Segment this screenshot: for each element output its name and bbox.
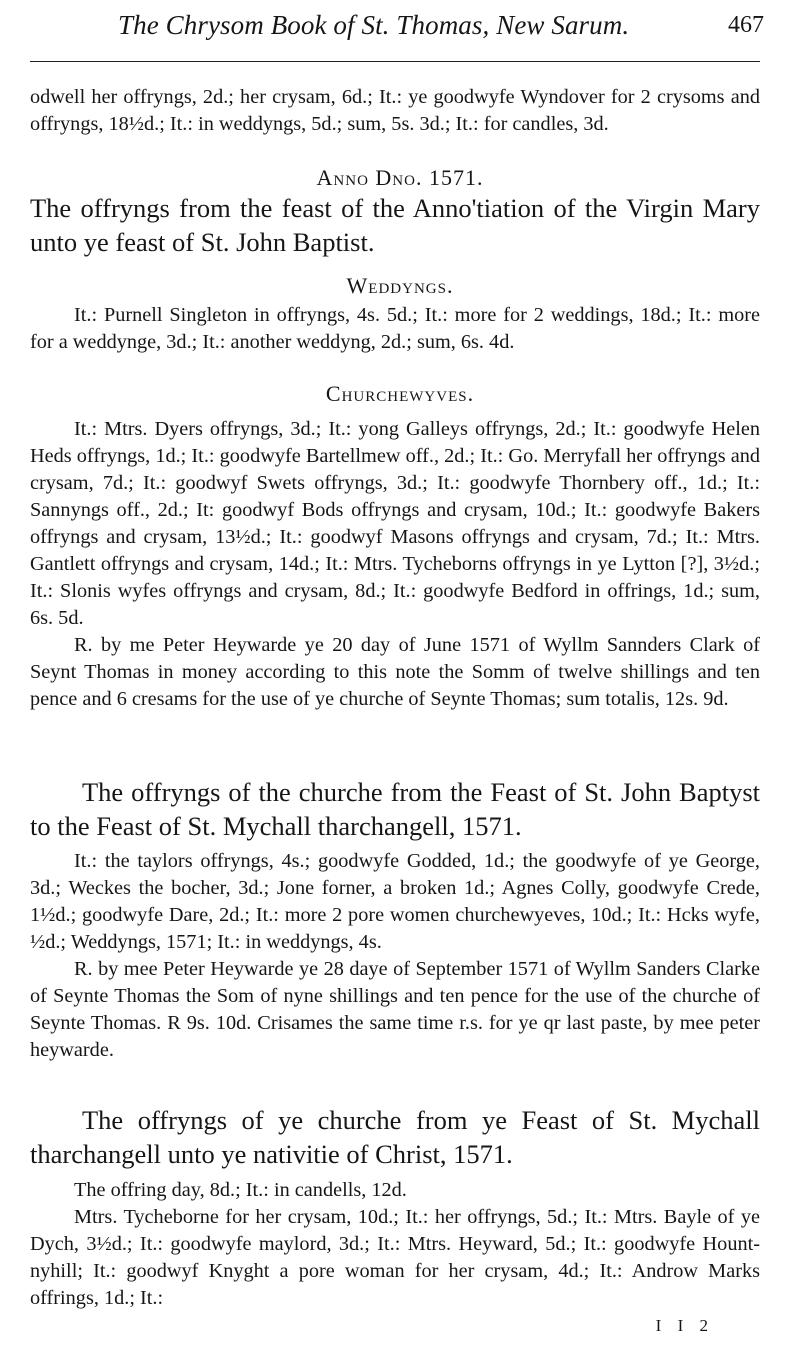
churchewyves-text: It.: Mtrs. Dyers offryngs, 3d.; It.: yong Galleys offryngs, 2d.; It.: goodwyfe Helen Heds offryngs, 1d.; It.: goodwyfe Bartellmew off., 2d.; It.: Go. Merryfall her offryngs and crysam, 7d.; It.: goodwyf Swets offryngs, 3d.; It.: goodwyfe Thornbery off., 1d.; It.: Sannyngs off., 2d.; It: goodwyf Bods offryngs and crysam, 10d.; It.: goodwyfe Bakers offryngs and crysam, 13½d.; It.: goodwyf Masons offryngs and crysam, 7d.; It.: Mtrs. Gantlett offryngs and crysam, 14d.; It.: Mtrs. Tycheborns offryngs in ye Lytton [?], 3½d.; It.: Slonis wyfes offryngs and crysam, 8d.; It.: goodwyfe Bedford in offrings, 1d.; sum, 6s. 5d.: [30, 418, 760, 629]
signature-mark: I I 2: [655, 1316, 714, 1335]
section2-text: It.: the taylors offryngs, 4s.; goodwyfe Godded, 1d.; the goodwyfe of ye George, 3d.; Weckes the bocher, 3d.; Jone forner, a broken 1d.; Agnes Colly, goodwyfe Crede, 1½d.; goodwyfe Dare, 2d.; It.: more 2 pore women churchewyeves, 10d.; It.: Hcks wyfe, ½d.; Weddyngs, 1571; It.: in weddyngs, 4s.: [30, 850, 760, 953]
section2-heading: The offryngs of the churche from the Feast of St. John Baptyst to the Feast of St. Mychall tharchangell, 1571.: [30, 777, 760, 841]
intro-paragraph: [30, 84, 760, 138]
churchewyves-title: Churchewyves.: [325, 381, 475, 406]
intro-text: odwell her offryngs, 2d.; her crysam, 6d.; It.: ye goodwyfe Wyndover for 2 crysoms and offryngs, 18½d.; It.: in weddyngs, 5d.; sum, 5s. 3d.; It.: for candles, 3d.: [30, 86, 760, 135]
section3-heading: The offryngs of ye churche from ye Feast of St. Mychall tharchangell unto ye nativitie of Christ, 1571.: [30, 1105, 760, 1169]
page-header: [30, 10, 764, 50]
header-rule: [30, 61, 760, 62]
page-number: 467: [728, 12, 764, 38]
section1-receipt: R. by me Peter Heywarde ye 20 day of June 1571 of Wyllm Sannders Clark of Seynt Thomas in money according to this note the Somm of twelve shillings and ten pence and 6 cresams for the use of ye churche of Seynte Thomas; sum totalis, 12s. 9d.: [30, 634, 760, 710]
weddyngs-title: Weddyngs.: [346, 273, 454, 298]
section3-text1: The offring day, 8d.; It.: in candells, 12d.: [74, 1179, 407, 1201]
weddyngs-paragraph: [30, 302, 760, 356]
churchewyves-paragraph: [30, 416, 760, 713]
section1-heading: The offryngs from the feast of the Anno'tiation of the Virgin Mary unto ye feast of St. John Baptist.: [30, 193, 760, 257]
section3-text2: Mtrs. Tycheborne for her crysam, 10d.; It.: her offryngs, 5d.; It.: Mtrs. Bayle of ye Dych, 3½d.; It.: goodwyfe maylord, 3d.; It.: Mtrs. Heyward, 5d.; It.: goodwyfe Hount-nyhill; It.: goodwyf Knyght a pore woman for her crysam, 4d.; It.: Androw Marks offrings, 1d.; It.:: [30, 1206, 760, 1309]
section2-receipt: R. by mee Peter Heywarde ye 28 daye of September 1571 of Wyllm Sanders Clarke of Seynte Thomas the Som of nyne shillings and ten pence for the use of the churche of Seynte Thomas. R 9s. 10d. Crisames the same time r.s. for ye qr last paste, by mee peter heywarde.: [30, 958, 760, 1061]
running-title: The Chrysom Book of St. Thomas, New Sarum.: [118, 10, 630, 40]
section2-paragraph: [30, 848, 760, 1064]
weddyngs-text: It.: Purnell Singleton in offryngs, 4s. 5d.; It.: more for 2 weddings, 18d.; It.: more for a weddynge, 3d.; It.: another weddyng, 2d.; sum, 6s. 4d.: [30, 304, 760, 353]
year-heading: Anno Dno. 1571.: [316, 165, 484, 190]
section3-paragraph: [30, 1177, 760, 1312]
